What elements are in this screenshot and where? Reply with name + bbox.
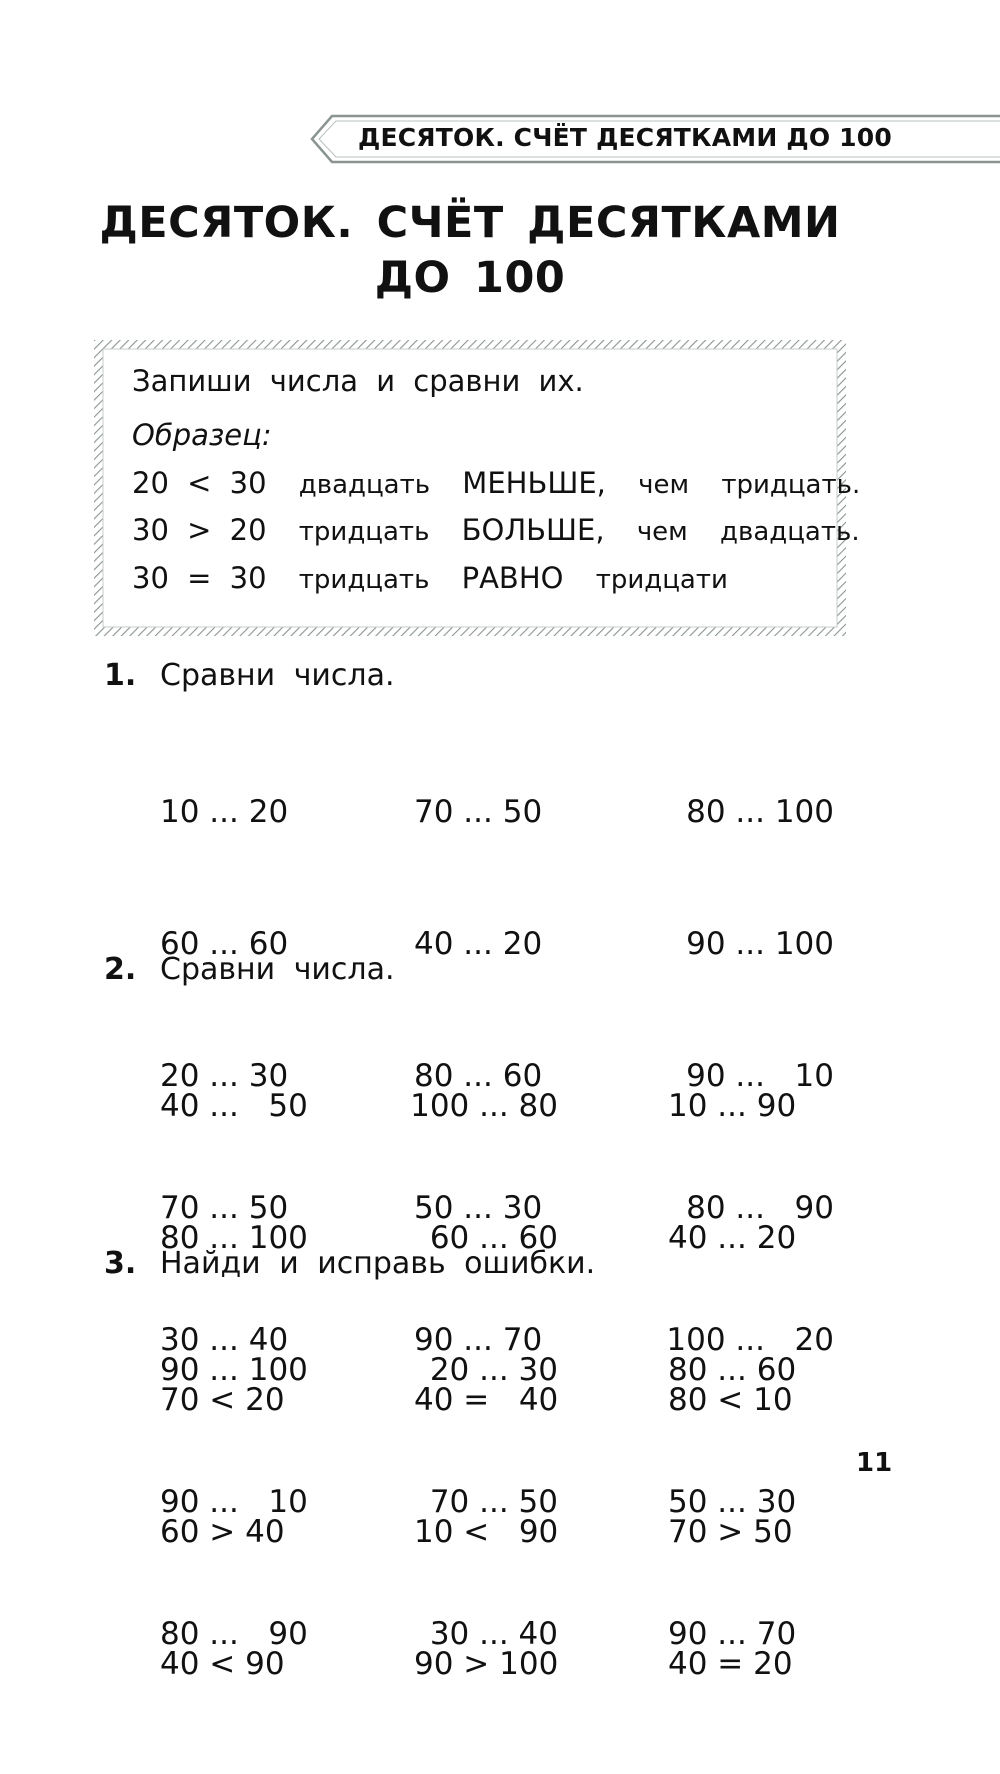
- exercise-2-heading: [104, 952, 395, 987]
- rule-example-2: [132, 513, 860, 547]
- exercise-task: Сравни числа.: [160, 952, 395, 987]
- example-word: тридцать.: [721, 470, 861, 500]
- comparison-item: 80 ... 90: [160, 1616, 308, 1652]
- comparison-item: 40 = 40: [414, 1382, 559, 1418]
- example-word: тридцать: [298, 565, 430, 595]
- comparison-item: 40 ... 20: [668, 1220, 797, 1256]
- example-comparison: МЕНЬШЕ,: [462, 466, 606, 500]
- example-word: чем: [638, 470, 690, 500]
- comparison-item: 30 ... 40: [429, 1616, 558, 1652]
- exercise-number: 2.: [104, 952, 137, 987]
- comparison-item: 90 ... 100: [686, 926, 834, 962]
- example-word: тридцати: [595, 565, 728, 595]
- comparison-item: 40 < 90: [160, 1646, 285, 1682]
- exercise-3-heading: [104, 1246, 595, 1281]
- comparison-item: 100 ... 80: [410, 1088, 558, 1124]
- comparison-item: 50 ... 30: [668, 1484, 797, 1520]
- example-comparison: РАВНО: [461, 561, 564, 595]
- page-number: 11: [856, 1448, 893, 1478]
- comparison-item: 100 ... 20: [666, 1322, 834, 1358]
- comparison-item: 60 ... 60: [160, 926, 289, 962]
- example-expression: 20 < 30: [132, 466, 267, 500]
- example-word: чем: [636, 517, 688, 547]
- comparison-item: 20 ... 30: [160, 1058, 289, 1094]
- comparison-item: 10 ... 90: [668, 1088, 797, 1124]
- example-word: двадцать: [298, 470, 431, 500]
- rule-example-3: [132, 561, 728, 595]
- example-expression: 30 = 30: [132, 561, 267, 595]
- comparison-item: 30 ... 40: [160, 1322, 289, 1358]
- rule-instruction: Запиши числа и сравни их.: [132, 364, 584, 398]
- rule-sample-label: Образец:: [132, 418, 272, 452]
- comparison-item: 50 ... 30: [414, 1190, 543, 1226]
- page-title: [0, 196, 940, 306]
- example-expression: 30 > 20: [132, 513, 267, 547]
- rule-box: [94, 340, 861, 636]
- comparison-item: 80 ... 60: [414, 1058, 543, 1094]
- comparison-item: 40 = 20: [668, 1646, 793, 1682]
- comparison-item: 90 ... 100: [160, 1352, 308, 1388]
- comparison-item: 80 ... 60: [668, 1352, 797, 1388]
- comparison-item: 70 ... 50: [414, 794, 543, 830]
- page-title-line-1: ДЕСЯТОК. СЧЁТ ДЕСЯТКАМИ: [99, 198, 841, 248]
- section-header-text: ДЕСЯТОК. СЧЁТ ДЕСЯТКАМИ ДО 100: [358, 123, 892, 152]
- comparison-item: 90 ... 10: [160, 1484, 308, 1520]
- rule-example-1: [132, 466, 860, 500]
- comparison-item: 90 ... 10: [686, 1058, 834, 1094]
- comparison-item: 70 ... 50: [160, 1190, 289, 1226]
- comparison-item: 90 ... 70: [668, 1616, 797, 1652]
- exercise-3-column-1: [160, 1290, 285, 1774]
- comparison-item: 20 ... 30: [429, 1352, 558, 1388]
- comparison-item: 80 ... 100: [686, 794, 834, 830]
- comparison-item: 70 ... 50: [429, 1484, 558, 1520]
- exercise-1-heading: [104, 658, 395, 693]
- comparison-item: 70 < 20: [160, 1382, 285, 1418]
- comparison-item: 40 ... 20: [414, 926, 543, 962]
- comparison-item: 70 > 50: [668, 1514, 793, 1550]
- comparison-item: 80 ... 100: [160, 1220, 308, 1256]
- example-word: тридцать: [298, 517, 430, 547]
- section-header-tab: [310, 114, 1000, 164]
- comparison-item: 10 < 90: [414, 1514, 559, 1550]
- comparison-item: 60 ... 60: [429, 1220, 558, 1256]
- comparison-item: 60 > 40: [160, 1514, 285, 1550]
- exercise-number: 3.: [104, 1246, 137, 1281]
- comparison-item: 90 > 100: [414, 1646, 559, 1682]
- comparison-item: 80 < 10: [668, 1382, 793, 1418]
- exercise-3-column-2: [414, 1290, 558, 1774]
- comparison-item: 40 ... 50: [160, 1088, 308, 1124]
- example-word: двадцать.: [720, 517, 860, 547]
- exercise-3-column-3: [668, 1290, 793, 1774]
- exercise-task: Найди и исправь ошибки.: [160, 1246, 596, 1281]
- page-title-line-2: ДО 100: [374, 253, 566, 303]
- comparison-item: 90 ... 70: [414, 1322, 543, 1358]
- comparison-item: 10 ... 20: [160, 794, 289, 830]
- exercise-number: 1.: [104, 658, 137, 693]
- comparison-item: 80 ... 90: [686, 1190, 834, 1226]
- exercise-task: Сравни числа.: [160, 658, 395, 693]
- example-comparison: БОЛЬШЕ,: [461, 513, 605, 547]
